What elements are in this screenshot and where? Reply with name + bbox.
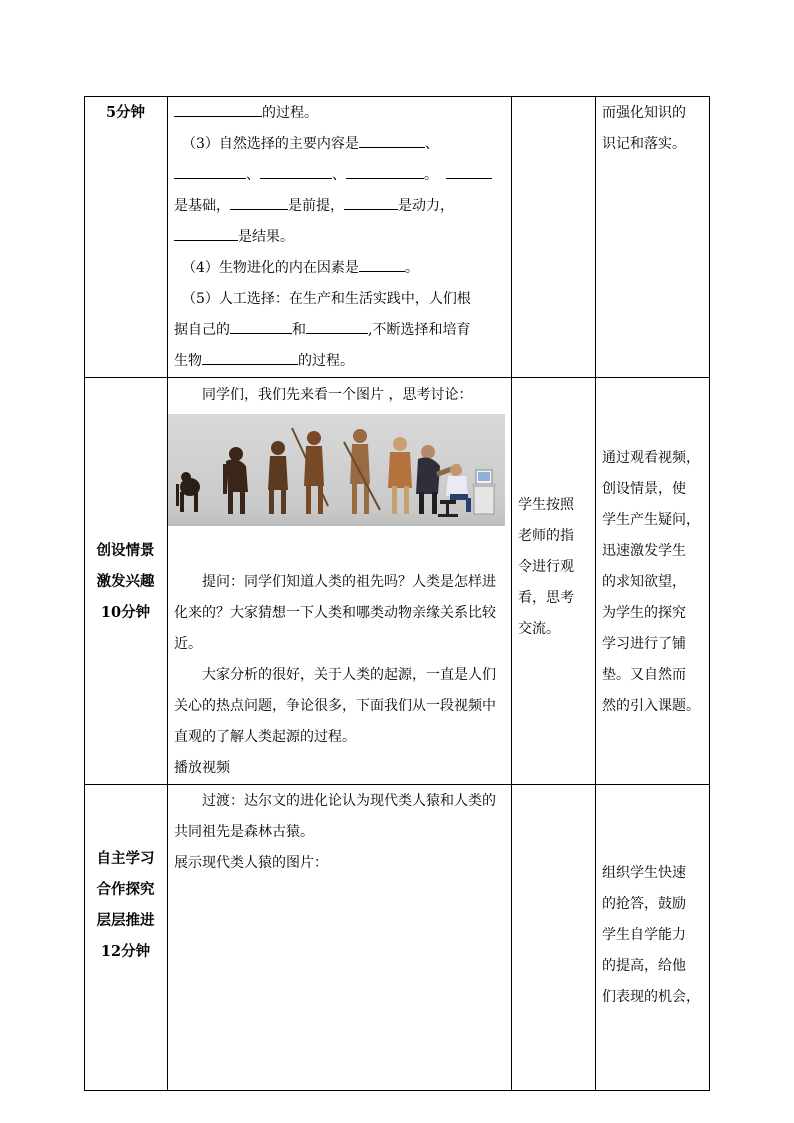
answer-blank[interactable] — [174, 222, 238, 241]
content-line: 是结果。 — [174, 222, 508, 253]
design-line: 识记和落实。 — [602, 136, 686, 152]
answer-blank[interactable] — [202, 346, 298, 365]
question-text: 提问：同学们知道人类的祖先吗？人类是怎样进化来的？大家猜想一下人类和哪类动物亲缘关系比较近。 — [174, 574, 496, 652]
student-line: 看，思考 — [518, 590, 574, 606]
design-line: 迅速激发学生 — [602, 543, 686, 559]
answer-blank[interactable] — [260, 160, 332, 179]
answer-blank[interactable] — [230, 191, 288, 210]
design-line: 的提高，给他 — [602, 958, 686, 974]
intro-text: 同学们，我们先来看一个图片 ，思考讨论： — [202, 387, 473, 403]
row1-design — [602, 98, 708, 160]
design-line: 创设情景，使 — [602, 481, 686, 497]
time-label-line: 10分钟 — [100, 604, 151, 621]
student-line: 老师的指 — [518, 528, 574, 544]
design-line: 组织学生快速 — [602, 865, 686, 881]
row2-content-body — [174, 567, 508, 784]
student-line: 令进行观 — [518, 559, 574, 575]
time-label-line: 5分钟 — [105, 104, 146, 121]
row2-student — [518, 490, 594, 645]
time-label-line: 12分钟 — [100, 943, 151, 960]
time-label-line: 合作探究 — [96, 881, 155, 898]
row3-content — [174, 786, 508, 879]
column-divider-2 — [511, 96, 512, 1091]
answer-blank[interactable] — [174, 160, 246, 179]
content-line: 据自己的 和 ,不断选择和培育 — [174, 315, 508, 346]
column-divider-3 — [595, 96, 596, 1091]
design-line: 通过观看视频， — [602, 450, 700, 466]
answer-blank[interactable] — [230, 315, 292, 334]
question-3: （3）自然选择的主要内容是 、 — [174, 129, 508, 160]
row-divider-2 — [84, 784, 710, 785]
question-5: （5）人工选择：在生产和生活实践中，人们根 — [182, 291, 471, 307]
row-divider-1 — [84, 377, 710, 378]
table-border-bottom — [84, 1090, 710, 1091]
design-line: 学习进行了铺 — [602, 636, 686, 652]
design-line: 的求知欲望， — [602, 574, 686, 590]
table-border-top — [84, 96, 710, 97]
row2-content-intro — [174, 380, 508, 411]
content-line: 生物 的过程。 — [174, 346, 508, 377]
analysis-text: 大家分析的很好，关于人类的起源，一直是人们关心的热点问题，争论很多，下面我们从一段视频中直观的了解人类起源的过程。 — [174, 667, 496, 745]
content-line: 的过程。 — [174, 98, 508, 129]
answer-blank[interactable] — [174, 98, 262, 117]
answer-blank[interactable] — [346, 160, 424, 179]
row1-time-label — [84, 97, 167, 128]
design-line: 学生自学能力 — [602, 927, 686, 943]
design-line: 的抢答，鼓励 — [602, 896, 686, 912]
design-line: 为学生的探究 — [602, 605, 686, 621]
content-line: 是基础， 是前提， 是动力， — [174, 191, 508, 222]
question-4: （4）生物进化的内在因素是 。 — [174, 253, 508, 284]
row3-design — [602, 858, 708, 1013]
answer-blank[interactable] — [446, 160, 492, 179]
show-image-text: 展示现代类人猿的图片： — [174, 855, 328, 871]
time-label-line: 自主学习 — [96, 850, 155, 867]
time-label-line: 创设情景 — [96, 542, 155, 559]
human-evolution-image — [168, 414, 505, 526]
design-line: 然的引入课题。 — [602, 698, 700, 714]
student-line: 交流。 — [518, 621, 560, 637]
design-line: 垫。又自然而 — [602, 667, 686, 683]
time-label-line: 层层推进 — [96, 912, 155, 929]
row2-design — [602, 443, 708, 722]
play-video-text: 播放视频 — [174, 760, 230, 776]
table-border-right — [709, 96, 710, 1091]
answer-blank[interactable] — [344, 191, 398, 210]
student-line: 学生按照 — [518, 497, 574, 513]
design-line: 学生产生疑问， — [602, 512, 700, 528]
content-line: 、 、 。 — [174, 160, 508, 191]
answer-blank[interactable] — [359, 129, 425, 148]
answer-blank[interactable] — [306, 315, 368, 334]
answer-blank[interactable] — [359, 253, 405, 272]
row3-time-label — [84, 843, 167, 967]
column-divider-1 — [167, 96, 168, 1091]
row1-content — [174, 98, 508, 377]
time-label-line: 激发兴趣 — [96, 573, 155, 590]
design-line: 而强化知识的 — [602, 105, 686, 121]
design-line: 们表现的机会， — [602, 989, 700, 1005]
row2-time-label — [84, 535, 167, 628]
transition-text: 过渡：达尔文的进化论认为现代类人猿和人类的共同祖先是森林古猿。 — [174, 793, 496, 840]
